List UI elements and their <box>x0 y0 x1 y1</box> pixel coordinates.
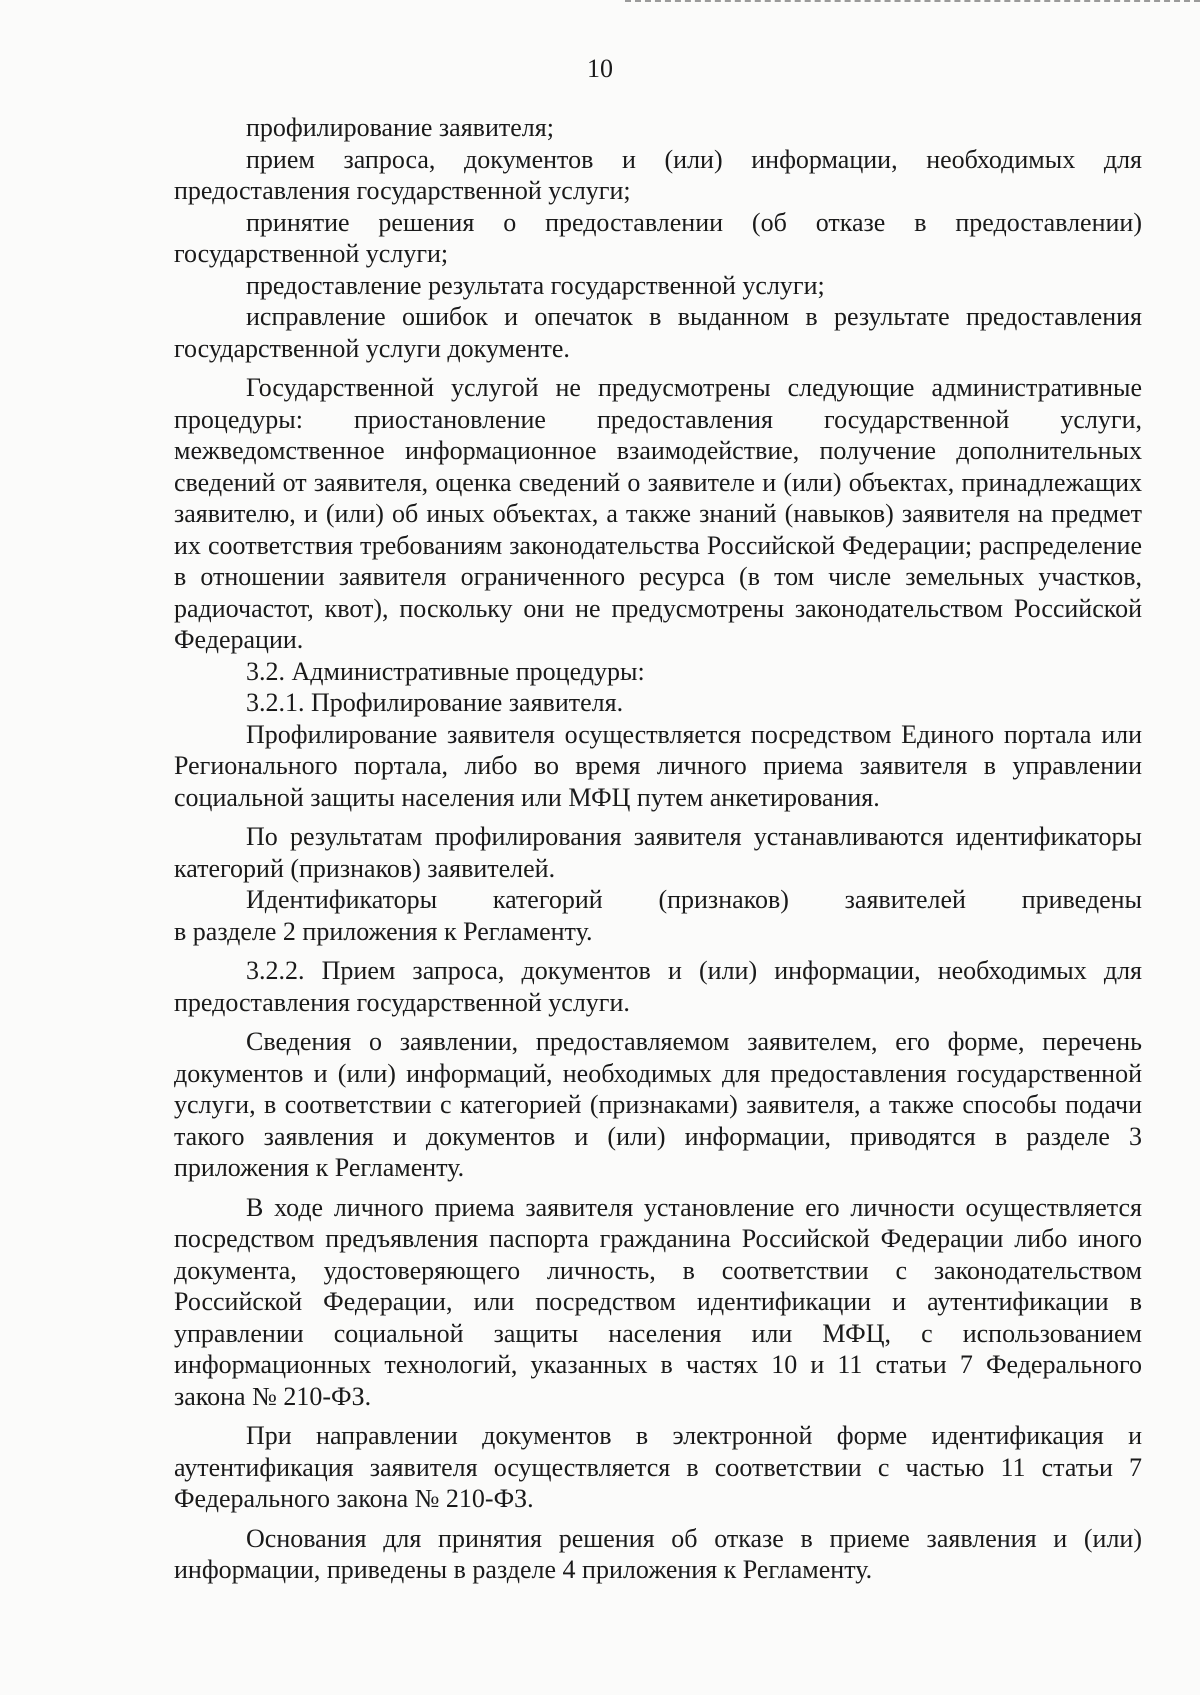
paragraph-11: Идентификаторы категорий (признаков) заявителей приведены <box>246 885 1142 914</box>
paragraph-2: прием запроса, документов и (или) информации, необходимых для предоставления государственной услуги; <box>174 144 1142 205</box>
paragraph-14: Сведения о заявлении, предоставляемом заявителем, его форме, перечень документов и (или) информаций, необходимых для предоставления государственной услуги, в соответствии с категорией (признаками) заявителя, а также способы подачи такого заявления и документов и (или) информации, приводятся в разделе 3 приложения к Регламенту. <box>174 1027 1142 1182</box>
document-body <box>174 112 1142 1586</box>
paragraph-8: 3.2.1. Профилирование заявителя. <box>246 688 624 717</box>
page-number: 10 <box>587 54 613 83</box>
paragraph-6: Государственной услугой не предусмотрены следующие административные процедуры: приостановление предоставления государственной услуги, межведомственное информационное взаимодействие, получение дополнительных сведений от заявителя, оценка сведений о заявителе и (или) объектах, принадлежащих заявителю, и (или) об иных объектах, а также знаний (навыков) заявителя на предмет их соответствия требованиям законодательства Российской Федерации; распределение в отношении заявителя ограниченного ресурса (в том числе земельных участков, радиочастот, квот), поскольку они не предусмотрены законодательством Российской Федерации. <box>174 373 1142 654</box>
paragraph-5: исправление ошибок и опечаток в выданном в результате предоставления государственной услуги документе. <box>174 302 1142 363</box>
paragraph-4: предоставление результата государственной услуги; <box>246 270 825 300</box>
paragraph-12: в разделе 2 приложения к Регламенту. <box>174 916 593 946</box>
top-edge-rule <box>625 0 1200 2</box>
paragraph-10: По результатам профилирования заявителя устанавливаются идентификаторы категорий (признаков) заявителей. <box>174 822 1142 883</box>
paragraph-13: 3.2.2. Прием запроса, документов и (или) информации, необходимых для предоставления государственной услуги. <box>174 956 1142 1017</box>
paragraph-16: При направлении документов в электронной форме идентификация и аутентификация заявителя осуществляется в соответствии с частью 11 статьи 7 Федерального закона № 210-ФЗ. <box>174 1421 1142 1513</box>
paragraph-3: принятие решения о предоставлении (об отказе в предоставлении) государственной услуги; <box>174 207 1142 268</box>
paragraph-15: В ходе личного приема заявителя установление его личности осуществляется посредством предъявления паспорта гражданина Российской Федерации либо иного документа, удостоверяющего личность, в соответствии с законодательством Российской Федерации, или посредством идентификации и аутентификации в управлении социальной защиты населения или МФЦ, с использованием информационных технологий, указанных в частях 10 и 11 статьи 7 Федерального закона № 210-ФЗ. <box>174 1192 1142 1411</box>
paragraph-1: профилирование заявителя; <box>246 113 554 142</box>
paragraph-9: Профилирование заявителя осуществляется посредством Единого портала или Регионального портала, либо во время личного приема заявителя в управлении социальной защиты населения или МФЦ путем анкетирования. <box>174 719 1142 812</box>
paragraph-7: 3.2. Административные процедуры: <box>246 656 645 686</box>
paragraph-17: Основания для принятия решения об отказе в приеме заявления и (или) информации, приведены в разделе 4 приложения к Регламенту. <box>174 1523 1142 1584</box>
